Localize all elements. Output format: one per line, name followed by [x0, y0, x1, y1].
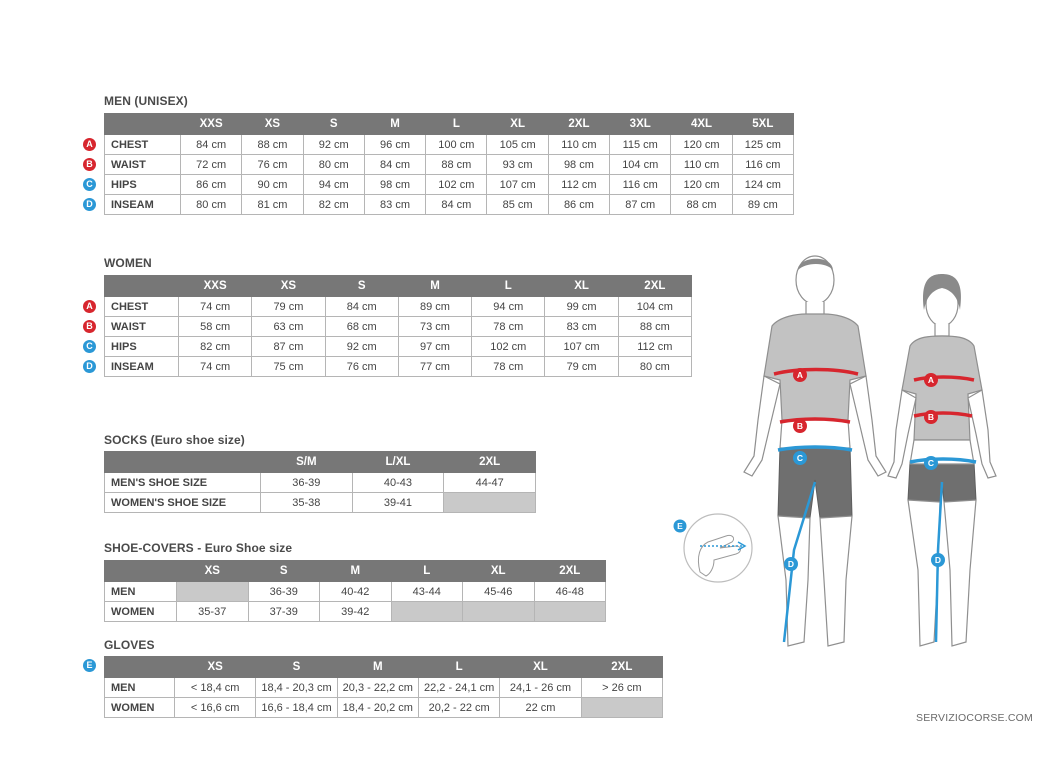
shoecovers-header-row — [105, 561, 606, 582]
size-value-cell: 84 cm — [181, 135, 242, 155]
size-value-cell: 75 cm — [252, 357, 325, 377]
size-header-xl: XL — [545, 276, 618, 297]
size-header-s: S — [248, 561, 320, 582]
shoecovers-title: SHOE-COVERS - Euro Shoe size — [104, 541, 293, 555]
size-value-cell: 18,4 - 20,3 cm — [256, 678, 337, 698]
size-value-cell: 98 cm — [548, 155, 609, 175]
badge-e-label: E — [677, 521, 683, 531]
badge-d-icon: D — [83, 360, 96, 373]
size-value-cell: 80 cm — [303, 155, 364, 175]
women-size-table — [104, 275, 692, 377]
table-row — [105, 135, 794, 155]
gloves-header-row — [105, 657, 663, 678]
size-value-cell: 88 cm — [618, 317, 691, 337]
size-value-cell: 43-44 — [391, 582, 463, 602]
female-badge-a-label: A — [927, 375, 935, 385]
empty-cell — [444, 493, 536, 513]
size-header-xs: XS — [175, 657, 256, 678]
empty-cell — [463, 602, 535, 622]
size-header-sm: S/M — [261, 452, 353, 473]
size-value-cell: 36-39 — [261, 473, 353, 493]
socks-header-row — [105, 452, 536, 473]
size-header-2xl: 2XL — [534, 561, 606, 582]
size-value-cell: 100 cm — [426, 135, 487, 155]
table-row — [105, 175, 794, 195]
gloves-badge: E — [83, 659, 96, 672]
size-value-cell: 79 cm — [545, 357, 618, 377]
male-badge-b-label: B — [796, 421, 804, 431]
men-size-table — [104, 113, 794, 215]
row-label: HIPS — [105, 337, 179, 357]
women-header-row — [105, 276, 692, 297]
size-value-cell: 84 cm — [426, 195, 487, 215]
size-value-cell: 74 cm — [179, 357, 252, 377]
size-value-cell: 22 cm — [500, 698, 581, 718]
size-value-cell: 116 cm — [732, 155, 793, 175]
size-value-cell: 97 cm — [398, 337, 471, 357]
size-value-cell: 110 cm — [671, 155, 732, 175]
size-value-cell: 124 cm — [732, 175, 793, 195]
size-value-cell: 35-38 — [261, 493, 353, 513]
size-header-m: M — [320, 561, 392, 582]
size-header-s: S — [256, 657, 337, 678]
size-value-cell: 89 cm — [398, 297, 471, 317]
size-value-cell: 102 cm — [426, 175, 487, 195]
female-badge-b-label: B — [927, 412, 935, 422]
size-header-5xl: 5XL — [732, 114, 793, 135]
male-badge-a-label: A — [796, 370, 804, 380]
size-value-cell: 88 cm — [426, 155, 487, 175]
size-value-cell: 82 cm — [179, 337, 252, 357]
socks-size-table — [104, 451, 536, 513]
size-value-cell: 20,2 - 22 cm — [418, 698, 499, 718]
size-value-cell: 45-46 — [463, 582, 535, 602]
size-value-cell: 35-37 — [177, 602, 249, 622]
size-header-m: M — [364, 114, 425, 135]
size-value-cell: 88 cm — [242, 135, 303, 155]
row-label: CHEST — [105, 135, 181, 155]
size-value-cell: 80 cm — [181, 195, 242, 215]
size-value-cell: 16,6 - 18,4 cm — [256, 698, 337, 718]
size-value-cell: 88 cm — [671, 195, 732, 215]
gloves-size-table — [104, 656, 663, 718]
size-header-l: L — [418, 657, 499, 678]
table-row — [105, 473, 536, 493]
size-value-cell: 94 cm — [472, 297, 545, 317]
size-value-cell: 76 cm — [325, 357, 398, 377]
row-label: WAIST — [105, 155, 181, 175]
row-label: HIPS — [105, 175, 181, 195]
size-header-l: L — [472, 276, 545, 297]
female-badge-c-label: C — [927, 458, 935, 468]
size-value-cell: < 16,6 cm — [175, 698, 256, 718]
badge-a-icon: A — [83, 138, 96, 151]
empty-cell — [581, 698, 662, 718]
table-row — [105, 317, 692, 337]
size-value-cell: 107 cm — [545, 337, 618, 357]
size-value-cell: 39-42 — [320, 602, 392, 622]
size-header-3xl: 3XL — [610, 114, 671, 135]
badge-a-icon: A — [83, 300, 96, 313]
size-value-cell: 20,3 - 22,2 cm — [337, 678, 418, 698]
size-value-cell: > 26 cm — [581, 678, 662, 698]
male-badge-d-label: D — [787, 559, 795, 569]
size-value-cell: 72 cm — [181, 155, 242, 175]
size-header-lxl: L/XL — [352, 452, 444, 473]
size-value-cell: 22,2 - 24,1 cm — [418, 678, 499, 698]
size-value-cell: 90 cm — [242, 175, 303, 195]
size-header-m: M — [337, 657, 418, 678]
corner-cell — [105, 657, 175, 678]
table-row — [105, 602, 606, 622]
size-value-cell: 40-42 — [320, 582, 392, 602]
size-value-cell: 87 cm — [610, 195, 671, 215]
size-header-xl: XL — [487, 114, 548, 135]
female-badge-d-label: D — [934, 555, 942, 565]
female-figure — [888, 274, 996, 646]
size-header-l: L — [391, 561, 463, 582]
empty-cell — [534, 602, 606, 622]
size-value-cell: 120 cm — [671, 135, 732, 155]
size-header-2xl: 2XL — [444, 452, 536, 473]
body-measurement-illustration — [670, 250, 1015, 680]
size-value-cell: 104 cm — [610, 155, 671, 175]
size-value-cell: 44-47 — [444, 473, 536, 493]
size-value-cell: 92 cm — [303, 135, 364, 155]
size-value-cell: 110 cm — [548, 135, 609, 155]
size-value-cell: 79 cm — [252, 297, 325, 317]
empty-cell — [177, 582, 249, 602]
size-value-cell: 116 cm — [610, 175, 671, 195]
size-header-4xl: 4XL — [671, 114, 732, 135]
row-label: CHEST — [105, 297, 179, 317]
size-value-cell: 81 cm — [242, 195, 303, 215]
badge-c-icon: C — [83, 178, 96, 191]
size-value-cell: 84 cm — [364, 155, 425, 175]
corner-cell — [105, 276, 179, 297]
size-value-cell: 85 cm — [487, 195, 548, 215]
size-header-xs: XS — [242, 114, 303, 135]
size-value-cell: 63 cm — [252, 317, 325, 337]
size-value-cell: 39-41 — [352, 493, 444, 513]
row-label: INSEAM — [105, 357, 179, 377]
women-title: WOMEN — [104, 256, 152, 270]
empty-cell — [391, 602, 463, 622]
row-label: WAIST — [105, 317, 179, 337]
size-header-xs: XS — [177, 561, 249, 582]
size-header-xl: XL — [500, 657, 581, 678]
size-value-cell: 98 cm — [364, 175, 425, 195]
size-header-l: L — [426, 114, 487, 135]
size-value-cell: 92 cm — [325, 337, 398, 357]
footer-brand: SERVIZIOCORSE.COM — [916, 712, 1033, 724]
size-value-cell: 36-39 — [248, 582, 320, 602]
size-value-cell: 93 cm — [487, 155, 548, 175]
row-label: INSEAM — [105, 195, 181, 215]
size-value-cell: 102 cm — [472, 337, 545, 357]
men-title: MEN (UNISEX) — [104, 94, 188, 108]
size-value-cell: 80 cm — [618, 357, 691, 377]
size-value-cell: 112 cm — [548, 175, 609, 195]
row-label: MEN — [105, 582, 177, 602]
size-value-cell: 37-39 — [248, 602, 320, 622]
size-value-cell: 58 cm — [179, 317, 252, 337]
men-header-row — [105, 114, 794, 135]
table-row — [105, 337, 692, 357]
size-value-cell: 86 cm — [181, 175, 242, 195]
size-header-xs: XS — [252, 276, 325, 297]
corner-cell — [105, 452, 261, 473]
size-value-cell: 83 cm — [364, 195, 425, 215]
size-header-2xl: 2XL — [581, 657, 662, 678]
size-value-cell: < 18,4 cm — [175, 678, 256, 698]
size-value-cell: 89 cm — [732, 195, 793, 215]
size-value-cell: 40-43 — [352, 473, 444, 493]
size-value-cell: 115 cm — [610, 135, 671, 155]
size-value-cell: 73 cm — [398, 317, 471, 337]
corner-cell — [105, 561, 177, 582]
shoecovers-size-table — [104, 560, 606, 622]
size-header-2xl: 2XL — [548, 114, 609, 135]
socks-title: SOCKS (Euro shoe size) — [104, 433, 245, 447]
size-header-xxs: XXS — [179, 276, 252, 297]
table-row — [105, 582, 606, 602]
badge-b-icon: B — [83, 158, 96, 171]
size-value-cell: 68 cm — [325, 317, 398, 337]
row-label: WOMEN — [105, 698, 175, 718]
size-header-m: M — [398, 276, 471, 297]
size-value-cell: 82 cm — [303, 195, 364, 215]
size-value-cell: 74 cm — [179, 297, 252, 317]
male-badge-c-label: C — [796, 453, 804, 463]
gloves-title: GLOVES — [104, 638, 155, 652]
table-row — [105, 155, 794, 175]
size-value-cell: 78 cm — [472, 317, 545, 337]
male-figure — [744, 256, 886, 646]
row-label: MEN'S SHOE SIZE — [105, 473, 261, 493]
size-value-cell: 84 cm — [325, 297, 398, 317]
table-row — [105, 297, 692, 317]
size-header-s: S — [303, 114, 364, 135]
corner-cell — [105, 114, 181, 135]
table-row — [105, 195, 794, 215]
hand-measurement-figure — [684, 514, 752, 582]
badge-d-icon: D — [83, 198, 96, 211]
badge-c-icon: C — [83, 340, 96, 353]
row-label: WOMEN'S SHOE SIZE — [105, 493, 261, 513]
size-value-cell: 94 cm — [303, 175, 364, 195]
size-value-cell: 46-48 — [534, 582, 606, 602]
badge-b-icon: B — [83, 320, 96, 333]
size-header-xxs: XXS — [181, 114, 242, 135]
size-value-cell: 125 cm — [732, 135, 793, 155]
size-value-cell: 112 cm — [618, 337, 691, 357]
size-value-cell: 83 cm — [545, 317, 618, 337]
table-row — [105, 357, 692, 377]
size-value-cell: 87 cm — [252, 337, 325, 357]
size-header-xl: XL — [463, 561, 535, 582]
size-value-cell: 120 cm — [671, 175, 732, 195]
size-value-cell: 78 cm — [472, 357, 545, 377]
row-label: MEN — [105, 678, 175, 698]
size-value-cell: 107 cm — [487, 175, 548, 195]
size-header-2xl: 2XL — [618, 276, 691, 297]
size-value-cell: 76 cm — [242, 155, 303, 175]
table-row — [105, 698, 663, 718]
size-value-cell: 86 cm — [548, 195, 609, 215]
size-value-cell: 96 cm — [364, 135, 425, 155]
size-value-cell: 18,4 - 20,2 cm — [337, 698, 418, 718]
row-label: WOMEN — [105, 602, 177, 622]
table-row — [105, 493, 536, 513]
size-value-cell: 105 cm — [487, 135, 548, 155]
size-value-cell: 24,1 - 26 cm — [500, 678, 581, 698]
size-value-cell: 99 cm — [545, 297, 618, 317]
size-value-cell: 77 cm — [398, 357, 471, 377]
size-header-s: S — [325, 276, 398, 297]
size-value-cell: 104 cm — [618, 297, 691, 317]
table-row — [105, 678, 663, 698]
